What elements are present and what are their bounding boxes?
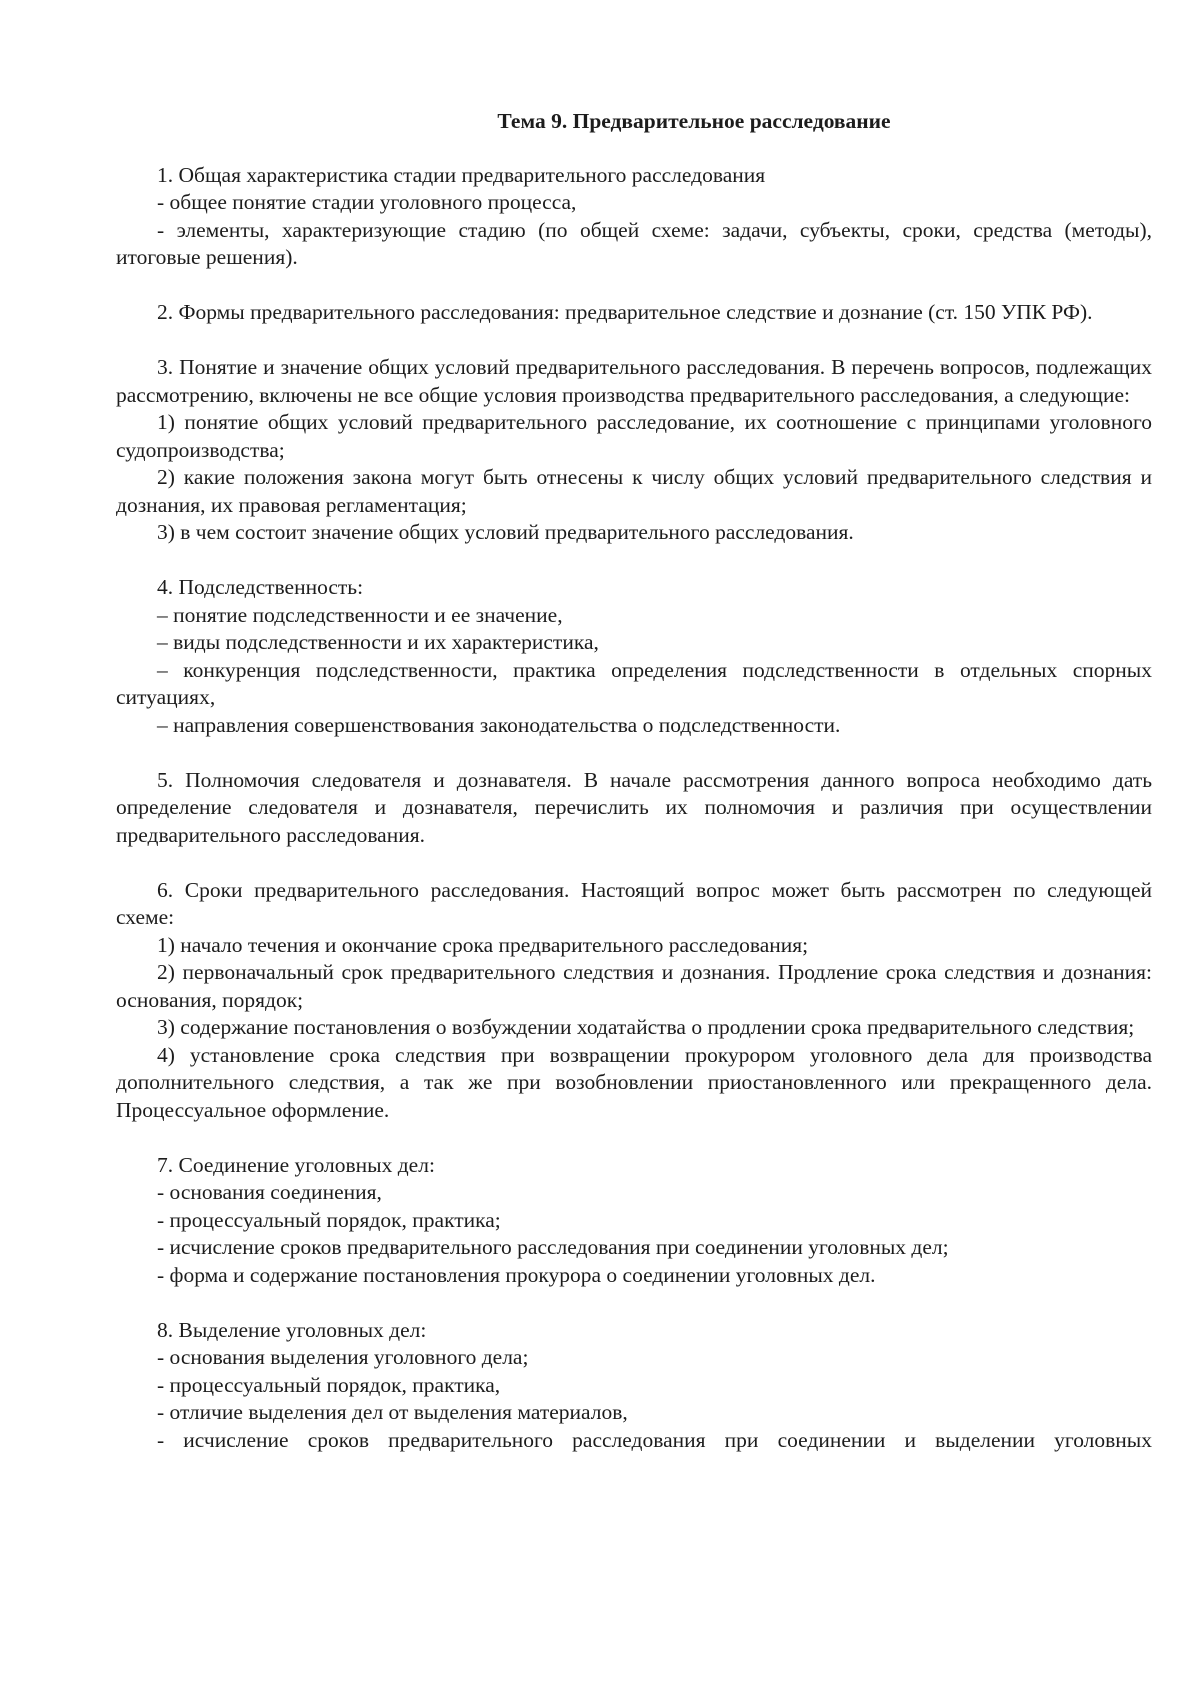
paragraph: 5. Полномочия следователя и дознавателя. В начале рассмотрения данного вопроса необходимо дать определение следователя и дознавателя, перечислить их полномочия и различия при осуществлении предварительного расследования. (116, 767, 1152, 847)
paragraph: - общее понятие стадии уголовного процесса, (157, 190, 577, 214)
document-body (116, 162, 1152, 1455)
paragraph: 7. Соединение уголовных дел: (157, 1152, 435, 1177)
paragraph: - исчисление сроков предварительного расследования при соединении уголовных дел; (157, 1235, 949, 1259)
section-4 (116, 574, 1152, 739)
section-2 (116, 299, 1152, 327)
paragraph: 1) начало течения и окончание срока предварительного расследования; (157, 932, 809, 957)
section-8 (116, 1317, 1152, 1455)
paragraph: 4. Подследственность: (157, 575, 364, 599)
paragraph: - элементы, характеризующие стадию (по общей схеме: задачи, субъекты, сроки, средства (методы), итоговые решения). (116, 217, 1152, 269)
paragraph: - отличие выделения дел от выделения материалов, (157, 1400, 628, 1424)
paragraph: – направления совершенствования законодательства о подследственности. (157, 712, 841, 737)
paragraph: - процессуальный порядок, практика; (157, 1207, 501, 1232)
section-7 (116, 1152, 1152, 1290)
section-1 (116, 162, 1152, 272)
paragraph: - основания выделения уголовного дела; (157, 1345, 529, 1369)
paragraph: 1) понятие общих условий предварительного расследование, их соотношение с принципами уголовного судопроизводства; (116, 410, 1152, 462)
section-6 (116, 877, 1152, 1125)
paragraph: 1. Общая характеристика стадии предварительного расследования (157, 162, 766, 187)
paragraph: 4) установление срока следствия при возвращении прокурором уголовного дела для производства дополнительного следствия, а так же при возобновлении приостановленного или прекращенного дела. Процессуальное оформление. (116, 1042, 1152, 1122)
paragraph: - исчисление сроков предварительного расследования при соединении и выделении уголовных (157, 1427, 1152, 1452)
section-5 (116, 767, 1152, 850)
paragraph: 3. Понятие и значение общих условий предварительного расследования. В перечень вопросов, подлежащих рассмотрению, включены не все общие условия производства предварительного расследования, а следующие: (116, 355, 1152, 407)
paragraph: 3) в чем состоит значение общих условий предварительного расследования. (157, 520, 854, 544)
paragraph: 6. Сроки предварительного расследования. Настоящий вопрос может быть рассмотрен по следующей схеме: (116, 877, 1152, 929)
paragraph: - форма и содержание постановления прокурора о соединении уголовных дел. (157, 1262, 876, 1287)
paragraph: 2) первоначальный срок предварительного следствия и дознания. Продление срока следствия и дознания: основания, порядок; (116, 960, 1152, 1012)
paragraph: 3) содержание постановления о возбуждении ходатайства о продлении срока предварительного следствия; (157, 1015, 1135, 1039)
document-title: Тема 9. Предварительное расследование (497, 109, 891, 133)
paragraph: - основания соединения, (157, 1180, 382, 1204)
section-3 (116, 354, 1152, 547)
paragraph: 2. Формы предварительного расследования: предварительное следствие и дознание (ст. 150 УПК РФ). (157, 300, 1093, 324)
paragraph: – виды подследственности и их характеристика, (157, 630, 599, 654)
document-page (116, 108, 1152, 1482)
paragraph: - процессуальный порядок, практика, (157, 1372, 501, 1397)
paragraph: – понятие подследственности и ее значение, (157, 602, 563, 627)
paragraph: 2) какие положения закона могут быть отнесены к числу общих условий предварительного следствия и дознания, их правовая регламентация; (116, 465, 1152, 517)
paragraph: 8. Выделение уголовных дел: (157, 1317, 427, 1342)
paragraph: – конкуренция подследственности, практика определения подследственности в отдельных спорных ситуациях, (116, 657, 1152, 709)
